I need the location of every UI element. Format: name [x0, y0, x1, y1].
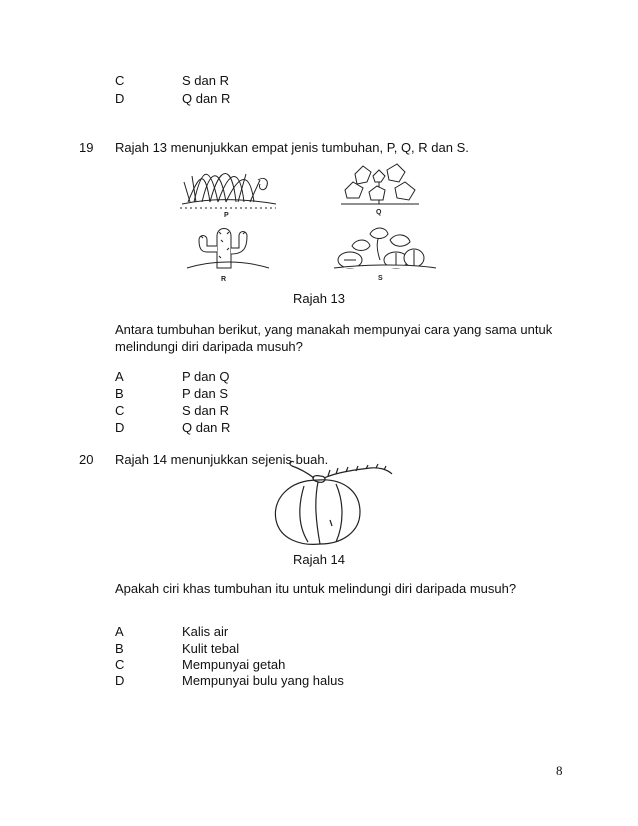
option-text: P dan Q — [182, 369, 230, 384]
question-stem: Rajah 13 menunjukkan empat jenis tumbuhan, P, Q, R dan S. — [115, 140, 469, 155]
figure-label-r: R — [221, 276, 227, 283]
option-text: S dan R — [182, 403, 229, 418]
question-text: Apakah ciri khas tumbuhan itu untuk melindungi diri daripada musuh? — [115, 581, 517, 596]
figure-label-q: Q — [376, 209, 382, 216]
option-letter: C — [115, 403, 125, 418]
question-stem: Rajah 14 menunjukkan sejenis buah. — [115, 452, 329, 467]
question-number: 20 — [79, 452, 94, 467]
figure-caption: Rajah 13 — [292, 291, 346, 306]
plant-s-figure — [330, 220, 440, 284]
option-letter: A — [115, 624, 124, 639]
option-text: Kalis air — [182, 624, 229, 639]
option-letter: D — [115, 420, 125, 435]
option-letter: D — [115, 673, 125, 688]
option-text: Kulit tebal — [182, 641, 240, 656]
plant-r-figure — [183, 222, 273, 284]
option-text: Mempunyai getah — [182, 657, 286, 672]
plant-p-figure — [180, 162, 280, 218]
question-number: 19 — [79, 140, 94, 155]
option-letter: B — [115, 641, 124, 656]
fruit-figure — [258, 456, 400, 548]
option-text: P dan S — [182, 386, 229, 401]
option-text: Q dan R — [182, 91, 231, 106]
option-letter: C — [115, 73, 125, 88]
plant-q-figure — [335, 160, 425, 218]
option-letter: C — [115, 657, 125, 672]
option-letter: A — [115, 369, 124, 384]
option-text: S dan R — [182, 73, 229, 88]
option-letter: D — [115, 91, 125, 106]
option-text: Q dan R — [182, 420, 231, 435]
page-number: 8 — [556, 763, 563, 778]
figure-caption: Rajah 14 — [292, 552, 346, 567]
option-text: Mempunyai bulu yang halus — [182, 673, 344, 688]
question-text-line: melindungi diri daripada musuh? — [115, 339, 303, 354]
figure-label-p: P — [224, 212, 229, 219]
question-text-line: Antara tumbuhan berikut, yang manakah mempunyai cara yang sama untuk — [115, 322, 553, 337]
figure-label-s: S — [378, 275, 383, 282]
option-letter: B — [115, 386, 124, 401]
